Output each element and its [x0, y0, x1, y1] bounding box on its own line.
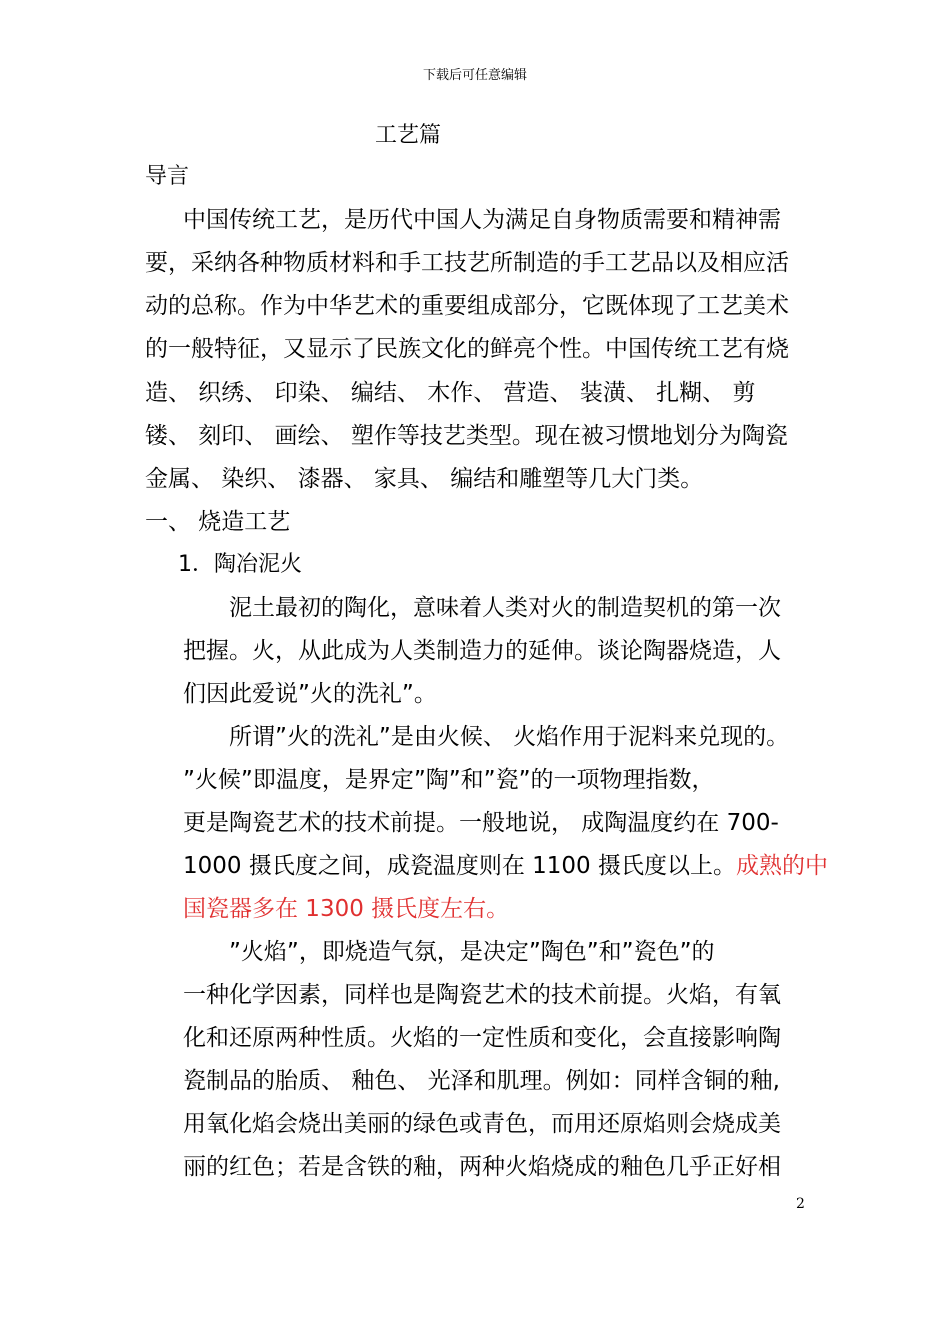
paragraph-line: 丽的红色；若是含铁的釉，两种火焰烧成的釉色几乎正好相 — [183, 1154, 781, 1180]
paragraph-line: 更是陶瓷艺术的技术前提。一般地说， 成陶温度约在 700- — [183, 810, 779, 836]
intro-line: 中国传统工艺，是历代中国人为满足自身物质需要和精神需 — [183, 207, 781, 233]
paragraph-line: 把握。火，从此成为人类制造力的延伸。谈论陶器烧造，人 — [183, 638, 781, 664]
section-heading: 一、 烧造工艺 — [145, 509, 291, 535]
paragraph-line: ”火焰”，即烧造气氛，是决定”陶色”和”瓷色”的 — [229, 939, 715, 965]
paragraph-line: 泥土最初的陶化，意味着人类对火的制造契机的第一次 — [229, 595, 781, 621]
intro-line: 动的总称。作为中华艺术的重要组成部分，它既体现了工艺美术 — [145, 293, 789, 319]
subsection-heading: 1．陶冶泥火 — [178, 552, 302, 577]
intro-line: 造、 织绣、 印染、 编结、 木作、 营造、 装潢、 扎糊、 剪 — [145, 380, 756, 406]
paragraph-line — [183, 851, 828, 881]
paragraph-line: ”火候”即温度，是界定”陶”和”瓷”的一项物理指数， — [183, 767, 715, 793]
paragraph-line: 所谓”火的洗礼”是由火候、 火焰作用于泥料来兑现的。 — [229, 724, 790, 750]
highlighted-text: 成熟的中 — [736, 853, 828, 879]
page-title: 工艺篇 — [374, 123, 441, 148]
paragraph-line: 一种化学因素，同样也是陶瓷艺术的技术前提。火焰，有氧 — [183, 982, 781, 1008]
intro-line: 金属、 染织、 漆器、 家具、 编结和雕塑等几大门类。 — [145, 466, 704, 492]
page-number: 2 — [796, 1196, 805, 1212]
paragraph-line: 瓷制品的胎质、 釉色、 光泽和肌理。例如：同样含铜的釉, — [183, 1068, 780, 1094]
highlighted-text: 国瓷器多在 1300 摄氏度左右。 — [183, 896, 510, 922]
paragraph-line: 们因此爱说”火的洗礼”。 — [183, 681, 437, 707]
page-header: 下载后可任意编辑 — [422, 68, 527, 83]
intro-line: 要，采纳各种物质材料和手工技艺所制造的手工艺品以及相应活 — [145, 250, 789, 276]
paragraph-text: 1000 摄氏度之间，成瓷温度则在 1100 摄氏度以上。 — [183, 853, 736, 879]
intro-line: 镂、 刻印、 画绘、 塑作等技艺类型。现在被习惯地划分为陶瓷 — [145, 423, 788, 449]
paragraph-line: 化和还原两种性质。火焰的一定性质和变化，会直接影响陶 — [183, 1025, 781, 1051]
paragraph-line: 用氧化焰会烧出美丽的绿色或青色，而用还原焰则会烧成美 — [183, 1111, 781, 1137]
intro-heading: 导言 — [145, 164, 190, 189]
intro-line: 的一般特征，又显示了民族文化的鲜亮个性。中国传统工艺有烧 — [145, 336, 789, 362]
